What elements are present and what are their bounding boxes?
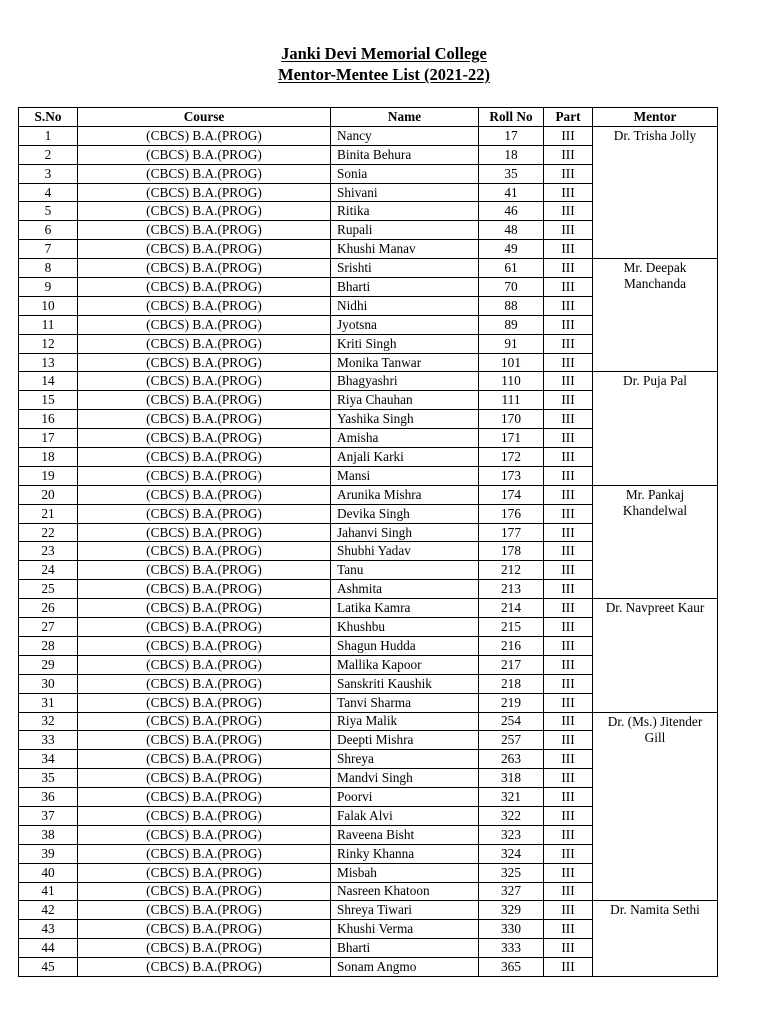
course-cell: (CBCS) B.A.(PROG)	[78, 655, 331, 674]
table-row	[19, 372, 718, 391]
roll-no-cell: 322	[479, 806, 544, 825]
name-cell: Shreya Tiwari	[331, 901, 479, 920]
roll-no-cell: 212	[479, 561, 544, 580]
part-cell: III	[544, 920, 593, 939]
course-cell: (CBCS) B.A.(PROG)	[78, 504, 331, 523]
roll-no-cell: 170	[479, 410, 544, 429]
part-cell: III	[544, 485, 593, 504]
course-cell: (CBCS) B.A.(PROG)	[78, 429, 331, 448]
roll-no-cell: 171	[479, 429, 544, 448]
sno-cell: 33	[19, 731, 78, 750]
sno-cell: 7	[19, 240, 78, 259]
roll-no-cell: 172	[479, 448, 544, 467]
sno-cell: 15	[19, 391, 78, 410]
name-cell: Tanu	[331, 561, 479, 580]
roll-no-cell: 325	[479, 863, 544, 882]
name-cell: Tanvi Sharma	[331, 693, 479, 712]
part-cell: III	[544, 806, 593, 825]
roll-no-cell: 318	[479, 769, 544, 788]
part-cell: III	[544, 599, 593, 618]
name-cell: Shagun Hudda	[331, 636, 479, 655]
roll-no-cell: 263	[479, 750, 544, 769]
name-cell: Jyotsna	[331, 315, 479, 334]
course-cell: (CBCS) B.A.(PROG)	[78, 901, 331, 920]
sno-cell: 39	[19, 844, 78, 863]
sno-cell: 1	[19, 126, 78, 145]
part-cell: III	[544, 391, 593, 410]
sno-cell: 40	[19, 863, 78, 882]
column-header-roll-no: Roll No	[479, 108, 544, 127]
mentor-cell: Mr. Pankaj Khandelwal	[593, 485, 718, 598]
name-cell: Bharti	[331, 939, 479, 958]
part-cell: III	[544, 731, 593, 750]
sno-cell: 43	[19, 920, 78, 939]
sno-cell: 22	[19, 523, 78, 542]
table-row	[19, 126, 718, 145]
roll-no-cell: 173	[479, 466, 544, 485]
roll-no-cell: 49	[479, 240, 544, 259]
sno-cell: 17	[19, 429, 78, 448]
course-cell: (CBCS) B.A.(PROG)	[78, 126, 331, 145]
part-cell: III	[544, 939, 593, 958]
sno-cell: 41	[19, 882, 78, 901]
roll-no-cell: 174	[479, 485, 544, 504]
course-cell: (CBCS) B.A.(PROG)	[78, 542, 331, 561]
part-cell: III	[544, 164, 593, 183]
part-cell: III	[544, 693, 593, 712]
part-cell: III	[544, 448, 593, 467]
roll-no-cell: 178	[479, 542, 544, 561]
course-cell: (CBCS) B.A.(PROG)	[78, 561, 331, 580]
part-cell: III	[544, 466, 593, 485]
sno-cell: 10	[19, 296, 78, 315]
name-cell: Misbah	[331, 863, 479, 882]
roll-no-cell: 48	[479, 221, 544, 240]
course-cell: (CBCS) B.A.(PROG)	[78, 806, 331, 825]
roll-no-cell: 88	[479, 296, 544, 315]
sno-cell: 45	[19, 958, 78, 977]
roll-no-cell: 257	[479, 731, 544, 750]
sno-cell: 25	[19, 580, 78, 599]
roll-no-cell: 216	[479, 636, 544, 655]
part-cell: III	[544, 561, 593, 580]
roll-no-cell: 41	[479, 183, 544, 202]
course-cell: (CBCS) B.A.(PROG)	[78, 296, 331, 315]
name-cell: Bhagyashri	[331, 372, 479, 391]
list-title: Mentor-Mentee List (2021-22)	[278, 65, 490, 84]
part-cell: III	[544, 523, 593, 542]
roll-no-cell: 323	[479, 825, 544, 844]
roll-no-cell: 329	[479, 901, 544, 920]
name-cell: Ashmita	[331, 580, 479, 599]
course-cell: (CBCS) B.A.(PROG)	[78, 599, 331, 618]
name-cell: Shivani	[331, 183, 479, 202]
name-cell: Rupali	[331, 221, 479, 240]
sno-cell: 19	[19, 466, 78, 485]
part-cell: III	[544, 240, 593, 259]
course-cell: (CBCS) B.A.(PROG)	[78, 278, 331, 297]
table-header-row	[19, 108, 718, 127]
column-header-mentor: Mentor	[593, 108, 718, 127]
name-cell: Shreya	[331, 750, 479, 769]
part-cell: III	[544, 296, 593, 315]
sno-cell: 27	[19, 618, 78, 637]
name-cell: Mandvi Singh	[331, 769, 479, 788]
college-title: Janki Devi Memorial College	[281, 44, 487, 63]
course-cell: (CBCS) B.A.(PROG)	[78, 693, 331, 712]
course-cell: (CBCS) B.A.(PROG)	[78, 410, 331, 429]
course-cell: (CBCS) B.A.(PROG)	[78, 523, 331, 542]
part-cell: III	[544, 580, 593, 599]
part-cell: III	[544, 769, 593, 788]
sno-cell: 3	[19, 164, 78, 183]
mentor-cell: Mr. Deepak Manchanda	[593, 259, 718, 372]
part-cell: III	[544, 712, 593, 731]
sno-cell: 13	[19, 353, 78, 372]
course-cell: (CBCS) B.A.(PROG)	[78, 466, 331, 485]
course-cell: (CBCS) B.A.(PROG)	[78, 372, 331, 391]
part-cell: III	[544, 334, 593, 353]
roll-no-cell: 327	[479, 882, 544, 901]
mentor-mentee-table	[18, 107, 718, 977]
roll-no-cell: 254	[479, 712, 544, 731]
sno-cell: 26	[19, 599, 78, 618]
roll-no-cell: 219	[479, 693, 544, 712]
sno-cell: 32	[19, 712, 78, 731]
sno-cell: 20	[19, 485, 78, 504]
name-cell: Amisha	[331, 429, 479, 448]
name-cell: Raveena Bisht	[331, 825, 479, 844]
course-cell: (CBCS) B.A.(PROG)	[78, 882, 331, 901]
course-cell: (CBCS) B.A.(PROG)	[78, 580, 331, 599]
sno-cell: 37	[19, 806, 78, 825]
part-cell: III	[544, 202, 593, 221]
course-cell: (CBCS) B.A.(PROG)	[78, 788, 331, 807]
course-cell: (CBCS) B.A.(PROG)	[78, 202, 331, 221]
name-cell: Devika Singh	[331, 504, 479, 523]
course-cell: (CBCS) B.A.(PROG)	[78, 145, 331, 164]
course-cell: (CBCS) B.A.(PROG)	[78, 825, 331, 844]
name-cell: Mallika Kapoor	[331, 655, 479, 674]
roll-no-cell: 217	[479, 655, 544, 674]
mentor-cell: Dr. Trisha Jolly	[593, 126, 718, 258]
name-cell: Sonam Angmo	[331, 958, 479, 977]
course-cell: (CBCS) B.A.(PROG)	[78, 731, 331, 750]
part-cell: III	[544, 844, 593, 863]
sno-cell: 14	[19, 372, 78, 391]
name-cell: Binita Behura	[331, 145, 479, 164]
roll-no-cell: 110	[479, 372, 544, 391]
course-cell: (CBCS) B.A.(PROG)	[78, 353, 331, 372]
column-header-course: Course	[78, 108, 331, 127]
course-cell: (CBCS) B.A.(PROG)	[78, 391, 331, 410]
course-cell: (CBCS) B.A.(PROG)	[78, 221, 331, 240]
roll-no-cell: 324	[479, 844, 544, 863]
course-cell: (CBCS) B.A.(PROG)	[78, 674, 331, 693]
name-cell: Sanskriti Kaushik	[331, 674, 479, 693]
sno-cell: 18	[19, 448, 78, 467]
sno-cell: 2	[19, 145, 78, 164]
column-header-name: Name	[331, 108, 479, 127]
mentor-cell: Dr. Namita Sethi	[593, 901, 718, 977]
sno-cell: 36	[19, 788, 78, 807]
sno-cell: 29	[19, 655, 78, 674]
part-cell: III	[544, 901, 593, 920]
mentor-cell: Dr. (Ms.) Jitender Gill	[593, 712, 718, 901]
name-cell: Latika Kamra	[331, 599, 479, 618]
part-cell: III	[544, 278, 593, 297]
name-cell: Nancy	[331, 126, 479, 145]
roll-no-cell: 333	[479, 939, 544, 958]
part-cell: III	[544, 183, 593, 202]
sno-cell: 23	[19, 542, 78, 561]
part-cell: III	[544, 655, 593, 674]
sno-cell: 35	[19, 769, 78, 788]
name-cell: Bharti	[331, 278, 479, 297]
name-cell: Khushi Verma	[331, 920, 479, 939]
name-cell: Riya Malik	[331, 712, 479, 731]
table-row	[19, 599, 718, 618]
roll-no-cell: 111	[479, 391, 544, 410]
sno-cell: 5	[19, 202, 78, 221]
part-cell: III	[544, 788, 593, 807]
table-row	[19, 259, 718, 278]
part-cell: III	[544, 636, 593, 655]
part-cell: III	[544, 504, 593, 523]
part-cell: III	[544, 750, 593, 769]
name-cell: Khushbu	[331, 618, 479, 637]
sno-cell: 31	[19, 693, 78, 712]
course-cell: (CBCS) B.A.(PROG)	[78, 939, 331, 958]
part-cell: III	[544, 410, 593, 429]
sno-cell: 38	[19, 825, 78, 844]
name-cell: Sonia	[331, 164, 479, 183]
roll-no-cell: 214	[479, 599, 544, 618]
course-cell: (CBCS) B.A.(PROG)	[78, 958, 331, 977]
sno-cell: 16	[19, 410, 78, 429]
part-cell: III	[544, 618, 593, 637]
sno-cell: 8	[19, 259, 78, 278]
course-cell: (CBCS) B.A.(PROG)	[78, 164, 331, 183]
part-cell: III	[544, 958, 593, 977]
sno-cell: 28	[19, 636, 78, 655]
name-cell: Shubhi Yadav	[331, 542, 479, 561]
sno-cell: 11	[19, 315, 78, 334]
roll-no-cell: 70	[479, 278, 544, 297]
sno-cell: 9	[19, 278, 78, 297]
column-header-sno: S.No	[19, 108, 78, 127]
course-cell: (CBCS) B.A.(PROG)	[78, 183, 331, 202]
course-cell: (CBCS) B.A.(PROG)	[78, 485, 331, 504]
mentor-cell: Dr. Puja Pal	[593, 372, 718, 485]
table-row	[19, 485, 718, 504]
course-cell: (CBCS) B.A.(PROG)	[78, 636, 331, 655]
sno-cell: 6	[19, 221, 78, 240]
course-cell: (CBCS) B.A.(PROG)	[78, 315, 331, 334]
part-cell: III	[544, 372, 593, 391]
part-cell: III	[544, 315, 593, 334]
sno-cell: 34	[19, 750, 78, 769]
table-row	[19, 712, 718, 731]
name-cell: Khushi Manav	[331, 240, 479, 259]
sno-cell: 21	[19, 504, 78, 523]
course-cell: (CBCS) B.A.(PROG)	[78, 863, 331, 882]
name-cell: Kriti Singh	[331, 334, 479, 353]
name-cell: Yashika Singh	[331, 410, 479, 429]
part-cell: III	[544, 863, 593, 882]
table-row	[19, 901, 718, 920]
sno-cell: 44	[19, 939, 78, 958]
name-cell: Jahanvi Singh	[331, 523, 479, 542]
column-header-part: Part	[544, 108, 593, 127]
name-cell: Poorvi	[331, 788, 479, 807]
name-cell: Rinky Khanna	[331, 844, 479, 863]
roll-no-cell: 213	[479, 580, 544, 599]
name-cell: Arunika Mishra	[331, 485, 479, 504]
course-cell: (CBCS) B.A.(PROG)	[78, 618, 331, 637]
sno-cell: 4	[19, 183, 78, 202]
roll-no-cell: 330	[479, 920, 544, 939]
roll-no-cell: 218	[479, 674, 544, 693]
roll-no-cell: 61	[479, 259, 544, 278]
table-body	[19, 126, 718, 976]
sno-cell: 24	[19, 561, 78, 580]
name-cell: Nasreen Khatoon	[331, 882, 479, 901]
part-cell: III	[544, 221, 593, 240]
course-cell: (CBCS) B.A.(PROG)	[78, 750, 331, 769]
name-cell: Anjali Karki	[331, 448, 479, 467]
name-cell: Nidhi	[331, 296, 479, 315]
part-cell: III	[544, 825, 593, 844]
roll-no-cell: 176	[479, 504, 544, 523]
part-cell: III	[544, 429, 593, 448]
name-cell: Falak Alvi	[331, 806, 479, 825]
roll-no-cell: 321	[479, 788, 544, 807]
course-cell: (CBCS) B.A.(PROG)	[78, 769, 331, 788]
roll-no-cell: 101	[479, 353, 544, 372]
sno-cell: 42	[19, 901, 78, 920]
name-cell: Monika Tanwar	[331, 353, 479, 372]
name-cell: Mansi	[331, 466, 479, 485]
roll-no-cell: 89	[479, 315, 544, 334]
roll-no-cell: 177	[479, 523, 544, 542]
sno-cell: 30	[19, 674, 78, 693]
name-cell: Ritika	[331, 202, 479, 221]
sno-cell: 12	[19, 334, 78, 353]
part-cell: III	[544, 145, 593, 164]
course-cell: (CBCS) B.A.(PROG)	[78, 844, 331, 863]
course-cell: (CBCS) B.A.(PROG)	[78, 448, 331, 467]
course-cell: (CBCS) B.A.(PROG)	[78, 240, 331, 259]
roll-no-cell: 17	[479, 126, 544, 145]
name-cell: Riya Chauhan	[331, 391, 479, 410]
roll-no-cell: 91	[479, 334, 544, 353]
roll-no-cell: 215	[479, 618, 544, 637]
roll-no-cell: 46	[479, 202, 544, 221]
course-cell: (CBCS) B.A.(PROG)	[78, 920, 331, 939]
part-cell: III	[544, 259, 593, 278]
document-header	[0, 43, 768, 85]
name-cell: Srishti	[331, 259, 479, 278]
name-cell: Deepti Mishra	[331, 731, 479, 750]
part-cell: III	[544, 126, 593, 145]
roll-no-cell: 35	[479, 164, 544, 183]
part-cell: III	[544, 674, 593, 693]
roll-no-cell: 365	[479, 958, 544, 977]
roll-no-cell: 18	[479, 145, 544, 164]
part-cell: III	[544, 353, 593, 372]
mentor-cell: Dr. Navpreet Kaur	[593, 599, 718, 712]
course-cell: (CBCS) B.A.(PROG)	[78, 334, 331, 353]
part-cell: III	[544, 542, 593, 561]
course-cell: (CBCS) B.A.(PROG)	[78, 259, 331, 278]
part-cell: III	[544, 882, 593, 901]
course-cell: (CBCS) B.A.(PROG)	[78, 712, 331, 731]
